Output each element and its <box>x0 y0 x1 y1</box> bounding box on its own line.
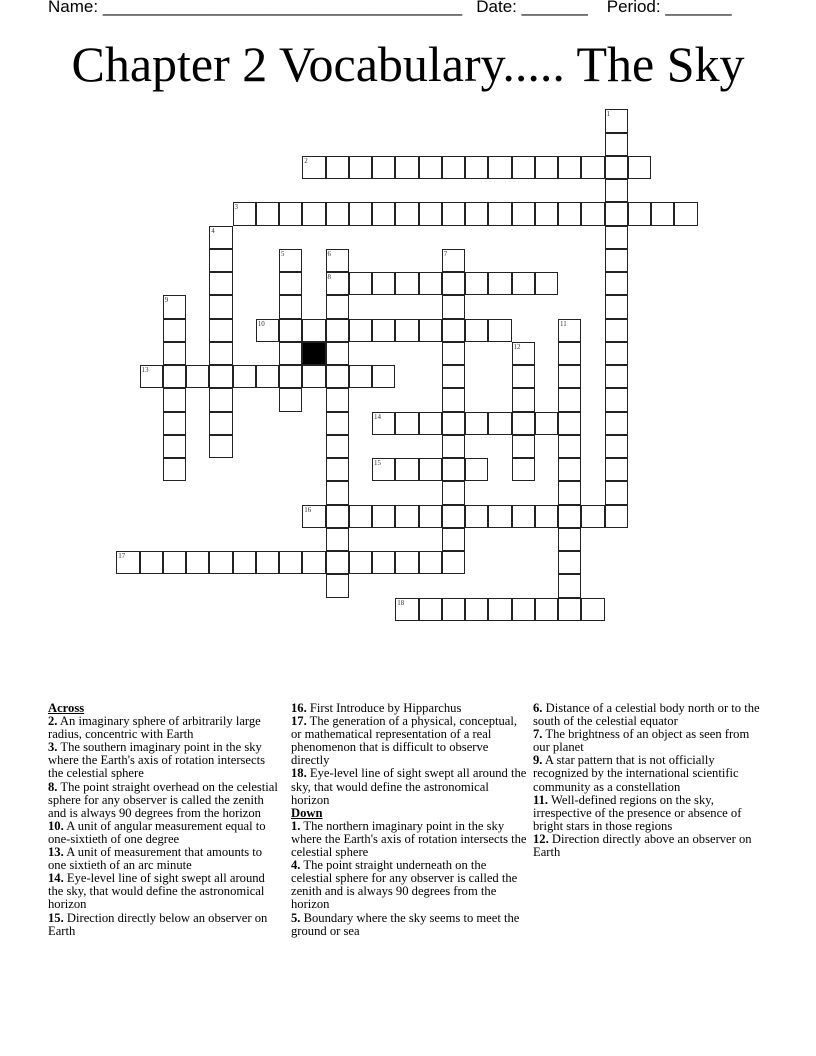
grid-cell[interactable] <box>512 505 535 528</box>
clue-number: 14 <box>374 412 381 421</box>
grid-cell[interactable] <box>535 505 558 528</box>
grid-cell[interactable] <box>465 272 488 295</box>
grid-cell[interactable] <box>651 202 674 225</box>
grid-cell[interactable] <box>558 412 581 435</box>
grid-cell[interactable] <box>349 365 372 388</box>
grid-cell[interactable] <box>163 412 186 435</box>
clue-across-3: 3. The southern imaginary point in the sky where the Earth's axis of rotation intersects the celestial sphere <box>48 740 265 781</box>
grid-cell[interactable] <box>186 365 209 388</box>
clue-number: 8 <box>327 273 331 281</box>
grid-cell[interactable] <box>372 365 395 388</box>
grid-cell[interactable] <box>372 272 395 295</box>
clue-number: 15 <box>374 459 381 467</box>
grid-cell[interactable] <box>302 156 325 179</box>
grid-cell[interactable] <box>558 598 581 621</box>
grid-cell[interactable] <box>605 388 628 411</box>
clue-down-7: 7. The brightness of an object as seen from our planet <box>533 727 750 755</box>
grid-cell[interactable] <box>163 388 186 411</box>
grid-cell[interactable] <box>512 156 535 179</box>
grid-cell[interactable] <box>488 272 511 295</box>
grid-cell[interactable] <box>279 551 302 574</box>
grid-cell[interactable] <box>279 295 302 318</box>
grid-cell[interactable] <box>279 342 302 365</box>
grid-cell[interactable] <box>605 412 628 435</box>
grid-cell[interactable] <box>395 412 418 435</box>
clue-number: 3 <box>234 203 238 212</box>
grid-cell[interactable] <box>395 551 418 574</box>
grid-cell[interactable] <box>442 365 465 388</box>
grid-cell[interactable] <box>349 551 372 574</box>
grid-cell[interactable] <box>395 156 418 179</box>
grid-cell[interactable] <box>372 319 395 342</box>
grid-cell[interactable] <box>163 365 186 388</box>
clue-number: 1 <box>606 110 610 119</box>
grid-cell[interactable] <box>163 319 186 342</box>
grid-cell[interactable] <box>442 272 465 295</box>
grid-cell[interactable] <box>558 342 581 365</box>
grid-cell[interactable] <box>209 388 232 411</box>
grid-cell[interactable] <box>512 435 535 458</box>
grid-cell[interactable] <box>605 179 628 202</box>
clue-across-16: 16. First Introduce by Hipparchus <box>291 701 462 715</box>
grid-cell[interactable] <box>140 551 163 574</box>
grid-cell[interactable] <box>535 272 558 295</box>
grid-cell[interactable] <box>326 295 349 318</box>
grid-cell[interactable] <box>209 319 232 342</box>
grid-cell[interactable] <box>558 458 581 481</box>
grid-cell[interactable] <box>349 156 372 179</box>
grid-cell[interactable] <box>442 481 465 504</box>
grid-cell[interactable] <box>256 551 279 574</box>
grid-cell[interactable] <box>326 249 349 272</box>
grid-cell[interactable] <box>605 365 628 388</box>
clues-column-2 <box>291 702 527 938</box>
grid-cell[interactable] <box>605 295 628 318</box>
grid-cell[interactable] <box>349 505 372 528</box>
clue-number: 9 <box>164 296 169 305</box>
grid-cell[interactable] <box>558 551 581 574</box>
grid-cell[interactable] <box>488 319 511 342</box>
grid-cell[interactable] <box>349 319 372 342</box>
down-heading: Down <box>291 805 323 820</box>
grid-cell[interactable] <box>372 202 395 225</box>
grid-cell[interactable] <box>605 249 628 272</box>
grid-cell[interactable] <box>326 505 349 528</box>
grid-cell[interactable] <box>581 202 604 225</box>
grid-cell[interactable] <box>605 481 628 504</box>
grid-cell[interactable] <box>512 388 535 411</box>
grid-cell[interactable] <box>558 435 581 458</box>
grid-cell[interactable] <box>279 202 302 225</box>
grid-cell[interactable] <box>326 528 349 551</box>
grid-cell[interactable] <box>442 319 465 342</box>
grid-cell[interactable] <box>628 156 651 179</box>
clue-number: 2 <box>304 156 308 165</box>
grid-cell[interactable] <box>256 202 279 225</box>
grid-cell[interactable] <box>372 505 395 528</box>
grid-cell[interactable] <box>581 598 604 621</box>
grid-cell[interactable] <box>442 156 465 179</box>
clue-across-2: 2. An imaginary sphere of arbitrarily large radius, concentric with Earth <box>48 714 261 742</box>
grid-cell[interactable] <box>326 342 349 365</box>
grid-cell[interactable] <box>512 272 535 295</box>
clue-down-9: 9. A star pattern that is not officially recognized by the international scientific community as a constellation <box>533 753 739 794</box>
period-label: Period: <box>606 0 661 16</box>
grid-cell[interactable] <box>488 505 511 528</box>
grid-cell[interactable] <box>209 272 232 295</box>
grid-cell[interactable] <box>209 412 232 435</box>
clue-number: 16 <box>304 505 312 514</box>
grid-cell[interactable] <box>279 249 302 272</box>
grid-cell[interactable] <box>605 458 628 481</box>
grid-cell[interactable] <box>302 319 325 342</box>
grid-cell[interactable] <box>512 598 535 621</box>
grid-cell[interactable] <box>279 365 302 388</box>
grid-cell[interactable] <box>628 202 651 225</box>
grid-cell[interactable] <box>581 156 604 179</box>
clues-column-3 <box>533 702 769 859</box>
grid-cell[interactable] <box>442 295 465 318</box>
grid-cell[interactable] <box>419 412 442 435</box>
grid-cell[interactable] <box>395 202 418 225</box>
clue-number: 13 <box>141 366 149 374</box>
grid-cell[interactable] <box>419 458 442 481</box>
grid-cell[interactable] <box>605 133 628 156</box>
grid-cell[interactable] <box>605 319 628 342</box>
black-cell <box>302 342 325 365</box>
page-title: Chapter 2 Vocabulary..... The Sky <box>71 36 745 92</box>
grid-cell[interactable] <box>372 412 395 435</box>
clue-down-1: 1. The northern imaginary point in the sky where the Earth's axis of rotation intersects the celestial sphere <box>291 818 527 860</box>
grid-cell[interactable] <box>488 412 511 435</box>
grid-cell[interactable] <box>558 388 581 411</box>
grid-cell[interactable] <box>442 342 465 365</box>
grid-cell[interactable] <box>442 528 465 551</box>
grid-cell[interactable] <box>302 551 325 574</box>
grid-cell[interactable] <box>209 249 232 272</box>
grid-cell[interactable] <box>442 435 465 458</box>
grid-cell[interactable] <box>465 202 488 225</box>
grid-cell[interactable] <box>558 365 581 388</box>
grid-cell[interactable] <box>558 481 581 504</box>
grid-cell[interactable] <box>558 156 581 179</box>
grid-cell[interactable] <box>326 156 349 179</box>
grid-cell[interactable] <box>326 319 349 342</box>
grid-cell[interactable] <box>535 598 558 621</box>
grid-cell[interactable] <box>140 365 163 388</box>
clue-across-10: 10. A unit of angular measurement equal to one-sixtieth of one degree <box>48 818 266 846</box>
grid-cell[interactable] <box>558 574 581 597</box>
grid-cell[interactable] <box>326 272 349 295</box>
clue-number: 18 <box>397 598 405 607</box>
grid-cell[interactable] <box>605 272 628 295</box>
grid-cell[interactable] <box>512 365 535 388</box>
grid-cell[interactable] <box>326 202 349 225</box>
grid-cell[interactable] <box>442 412 465 435</box>
grid-cell[interactable] <box>209 342 232 365</box>
grid-cell[interactable] <box>512 202 535 225</box>
clue-across-14: 14. Eye-level line of sight swept all around the sky, that would define the astronomical horizon <box>48 871 265 912</box>
clue-number: 7 <box>443 249 448 258</box>
clue-number: 12 <box>513 342 521 351</box>
grid-cell[interactable] <box>163 458 186 481</box>
clue-across-17: 17. The generation of a physical, conceptual, or mathematical representation of a real phenomenon that is difficult to observe directly <box>291 714 518 768</box>
clue-down-4: 4. The point straight underneath on the celestial sphere for any observer is called the zenith and is always 90 degrees from the horizon <box>291 858 518 912</box>
grid-cell[interactable] <box>163 342 186 365</box>
grid-cell[interactable] <box>349 272 372 295</box>
clue-across-18: 18. Eye-level line of sight swept all around the sky, that would define the astronomical horizon <box>291 766 527 807</box>
grid-cell[interactable] <box>395 598 418 621</box>
grid-cell[interactable] <box>512 342 535 365</box>
clues-column-1 <box>48 702 280 938</box>
grid-cell[interactable] <box>186 551 209 574</box>
clue-across-8: 8. The point straight overhead on the celestial sphere for any observer is called the zenith and is always 90 degrees from the horizon <box>48 779 278 820</box>
grid-cell[interactable] <box>442 458 465 481</box>
grid-cell[interactable] <box>163 435 186 458</box>
clue-down-12: 12. Direction directly above an observer on Earth <box>533 831 752 860</box>
grid-cell[interactable] <box>326 574 349 597</box>
date-field[interactable]: _______ <box>521 0 588 16</box>
grid-cell[interactable] <box>605 505 628 528</box>
grid-cell[interactable] <box>558 528 581 551</box>
grid-cell[interactable] <box>302 505 325 528</box>
grid-cell[interactable] <box>512 412 535 435</box>
grid-cell[interactable] <box>209 295 232 318</box>
grid-cell[interactable] <box>395 272 418 295</box>
grid-cell[interactable] <box>442 551 465 574</box>
grid-cell[interactable] <box>372 458 395 481</box>
clue-number: 6 <box>327 249 331 258</box>
grid-cell[interactable] <box>442 202 465 225</box>
grid-cell[interactable] <box>605 202 628 225</box>
grid-cell[interactable] <box>209 365 232 388</box>
grid-cell[interactable] <box>465 458 488 481</box>
grid-cell[interactable] <box>419 505 442 528</box>
grid-cell[interactable] <box>419 598 442 621</box>
grid-cell[interactable] <box>488 598 511 621</box>
grid-cell[interactable] <box>558 319 581 342</box>
grid-cell[interactable] <box>395 458 418 481</box>
grid-cell[interactable] <box>233 365 256 388</box>
grid-cell[interactable] <box>302 202 325 225</box>
grid-cell[interactable] <box>465 319 488 342</box>
grid-cell[interactable] <box>209 435 232 458</box>
grid-cell[interactable] <box>279 319 302 342</box>
grid-cell[interactable] <box>605 109 628 132</box>
grid-cell[interactable] <box>465 598 488 621</box>
grid-cell[interactable] <box>209 226 232 249</box>
grid-cell[interactable] <box>465 156 488 179</box>
grid-cell[interactable] <box>419 319 442 342</box>
grid-cell[interactable] <box>605 435 628 458</box>
grid-cell[interactable] <box>488 156 511 179</box>
grid-cell[interactable] <box>465 505 488 528</box>
grid-cell[interactable] <box>116 551 139 574</box>
grid-cell[interactable] <box>535 156 558 179</box>
grid-cell[interactable] <box>419 156 442 179</box>
grid-cell[interactable] <box>605 226 628 249</box>
grid-cell[interactable] <box>605 156 628 179</box>
grid-cell[interactable] <box>442 598 465 621</box>
grid-cell[interactable] <box>302 365 325 388</box>
grid-cell[interactable] <box>442 388 465 411</box>
grid-cell[interactable] <box>326 481 349 504</box>
clue-across-13: 13. A unit of measurement that amounts to one sixtieth of an arc minute <box>48 845 263 873</box>
grid-cell[interactable] <box>326 388 349 411</box>
grid-cell[interactable] <box>256 319 279 342</box>
grid-cell[interactable] <box>349 202 372 225</box>
clue-down-11: 11. Well-defined regions on the sky, irrespective of the presence or absence of bright stars in those regions <box>533 792 742 833</box>
grid-cell[interactable] <box>558 505 581 528</box>
period-field[interactable]: _______ <box>665 0 732 16</box>
name-field[interactable]: ______________________________________ <box>102 0 463 16</box>
grid-cell[interactable] <box>233 202 256 225</box>
grid-cell[interactable] <box>419 272 442 295</box>
clue-number: 10 <box>257 319 265 328</box>
name-label: Name: <box>48 0 99 16</box>
grid-cell[interactable] <box>372 551 395 574</box>
grid-cell[interactable] <box>395 319 418 342</box>
grid-cell[interactable] <box>605 342 628 365</box>
grid-cell[interactable] <box>163 551 186 574</box>
grid-cell[interactable] <box>674 202 697 225</box>
grid-cell[interactable] <box>442 249 465 272</box>
grid-cell[interactable] <box>326 412 349 435</box>
grid-cell[interactable] <box>372 156 395 179</box>
grid-cell[interactable] <box>326 435 349 458</box>
clue-across-15: 15. Direction directly below an observer on Earth <box>48 910 268 938</box>
grid-cell[interactable] <box>279 388 302 411</box>
clue-number: 17 <box>118 552 126 560</box>
grid-cell[interactable] <box>442 505 465 528</box>
clue-down-5: 5. Boundary where the sky seems to meet the ground or sea <box>291 910 520 938</box>
clue-number: 4 <box>211 226 215 235</box>
grid-cell[interactable] <box>581 505 604 528</box>
grid-cell[interactable] <box>233 551 256 574</box>
grid-cell[interactable] <box>488 202 511 225</box>
grid-cell[interactable] <box>279 272 302 295</box>
grid-cell[interactable] <box>419 551 442 574</box>
grid-cell[interactable] <box>535 412 558 435</box>
grid-cell[interactable] <box>326 458 349 481</box>
grid-cell[interactable] <box>465 412 488 435</box>
grid-cell[interactable] <box>256 365 279 388</box>
grid-cell[interactable] <box>163 295 186 318</box>
date-label: Date: <box>476 0 517 16</box>
clue-number: 11 <box>560 319 567 328</box>
grid-cell[interactable] <box>535 202 558 225</box>
clue-number: 5 <box>281 249 285 258</box>
grid-cell[interactable] <box>558 202 581 225</box>
across-heading: Across <box>48 701 85 715</box>
grid-cell[interactable] <box>209 551 232 574</box>
grid-cell[interactable] <box>326 551 349 574</box>
grid-cell[interactable] <box>419 202 442 225</box>
grid-cell[interactable] <box>395 505 418 528</box>
clue-down-6: 6. Distance of a celestial body north or to the south of the celestial equator <box>533 701 760 729</box>
grid-cell[interactable] <box>512 458 535 481</box>
grid-cell[interactable] <box>326 365 349 388</box>
